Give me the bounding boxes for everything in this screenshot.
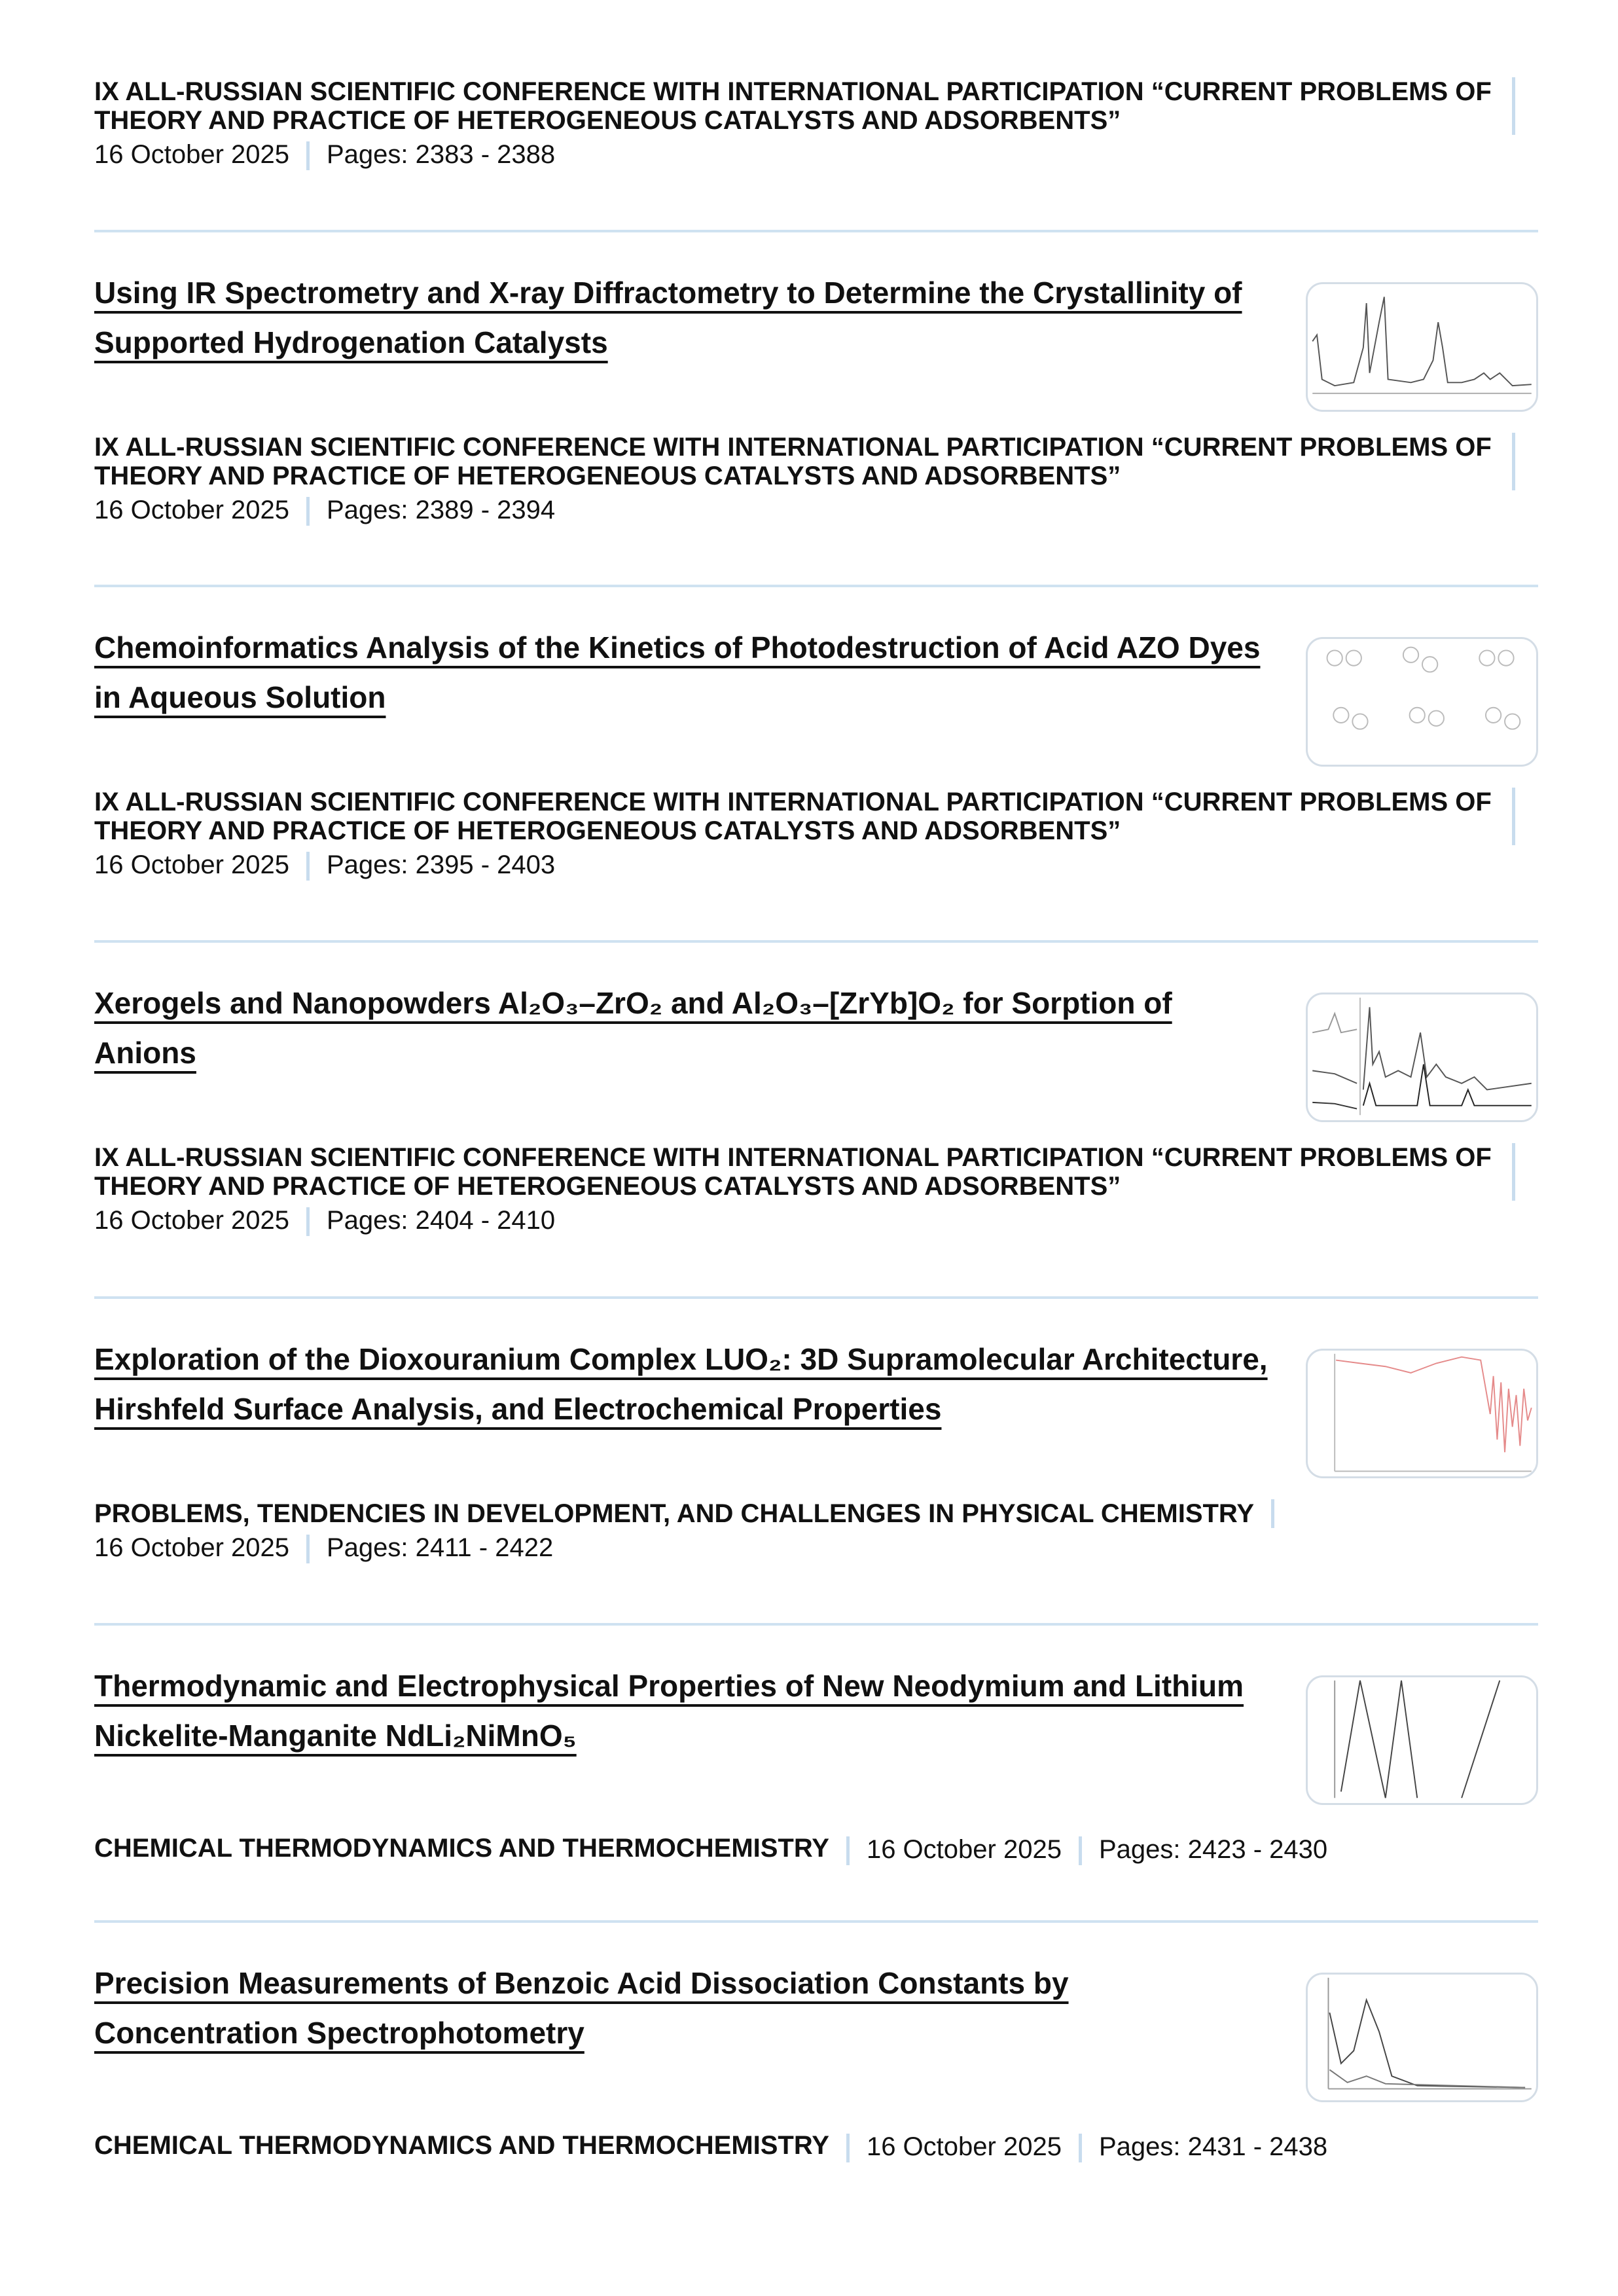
- article-pages: Pages: 2395 - 2403: [327, 850, 556, 879]
- article-pages: Pages: 2389 - 2394: [327, 496, 556, 524]
- article-title: [94, 1661, 1272, 1760]
- article-pages: Pages: 2411 - 2422: [327, 1533, 554, 1562]
- separator: [306, 497, 310, 526]
- article-pages: Pages: 2383 - 2388: [327, 140, 556, 169]
- separator: [306, 1207, 310, 1236]
- article-thumbnail[interactable]: [1306, 993, 1538, 1122]
- section-label[interactable]: IX ALL-RUSSIAN SCIENTIFIC CONFERENCE WITH INTERNATIONAL PARTICIPATION “CURRENT PROBLEMS OF THEORY AND PRACTICE OF HETEROGENEOUS CATALYSTS AND ADSORBENTS”: [94, 433, 1515, 490]
- section-label[interactable]: IX ALL-RUSSIAN SCIENTIFIC CONFERENCE WITH INTERNATIONAL PARTICIPATION “CURRENT PROBLEMS OF THEORY AND PRACTICE OF HETEROGENEOUS CATALYSTS AND ADSORBENTS”: [94, 788, 1515, 845]
- article-meta: [94, 2131, 1327, 2162]
- article-section: [94, 788, 1515, 881]
- separator: [1079, 2134, 1082, 2162]
- absorption-spectrum-image: [1308, 1975, 1536, 2100]
- article-pages: Pages: 2431 - 2438: [1098, 2132, 1328, 2161]
- xrd-pattern-image: [1308, 284, 1536, 410]
- section-label[interactable]: CHEMICAL THERMODYNAMICS AND THERMOCHEMISTRY: [94, 2131, 829, 2160]
- article-thumbnail[interactable]: [1306, 282, 1538, 412]
- article-item: [94, 1624, 1538, 1919]
- article-date: 16 October 2025: [94, 496, 289, 524]
- article-meta: [94, 1834, 1327, 1865]
- article-date: 16 October 2025: [94, 1206, 289, 1235]
- article-date: 16 October 2025: [866, 2132, 1062, 2161]
- article-title-link[interactable]: Exploration of the Dioxouranium Complex LUO₂: 3D Supramolecular Architecture, Hirshfeld Surface Analysis, and Electrochemical Properties: [94, 1342, 1268, 1426]
- article-title-link[interactable]: Thermodynamic and Electrophysical Properties of New Neodymium and Lithium Nickelite-Manganite NdLi₂NiMnO₅: [94, 1669, 1244, 1753]
- separator: [306, 852, 310, 881]
- article-title: [94, 268, 1272, 367]
- article-section: [94, 1499, 1274, 1563]
- article-thumbnail[interactable]: [1306, 637, 1538, 767]
- section-label[interactable]: PROBLEMS, TENDENCIES IN DEVELOPMENT, AND CHALLENGES IN PHYSICAL CHEMISTRY: [94, 1499, 1274, 1528]
- article-title: [94, 1958, 1272, 2058]
- article-section: [94, 77, 1538, 135]
- article-item: [94, 941, 1538, 1295]
- article-item: [94, 586, 1538, 939]
- article-meta: [94, 139, 1538, 170]
- article-section: [94, 1143, 1515, 1236]
- article-title-link[interactable]: Xerogels and Nanopowders Al₂O₃–ZrO₂ and Al₂O₃–[ZrYb]O₂ for Sorption of Anions: [94, 986, 1172, 1070]
- article-thumbnail[interactable]: [1306, 1973, 1538, 2102]
- article-date: 16 October 2025: [94, 140, 289, 169]
- article-meta: [94, 1532, 1274, 1563]
- article-meta: [94, 1205, 1515, 1236]
- article-item: [94, 231, 1538, 585]
- article-thumbnail[interactable]: [1306, 1675, 1538, 1805]
- separator: [1079, 1836, 1082, 1865]
- separator: [846, 2134, 850, 2162]
- article-date: 16 October 2025: [94, 850, 289, 879]
- article-title: [94, 978, 1272, 1078]
- article-title: [94, 1334, 1272, 1434]
- separator: [306, 1535, 310, 1563]
- property-plot-image: [1308, 1677, 1536, 1803]
- article-item: [94, 77, 1538, 170]
- article-meta: [94, 494, 1515, 526]
- section-label[interactable]: CHEMICAL THERMODYNAMICS AND THERMOCHEMISTRY: [94, 1834, 829, 1863]
- article-date: 16 October 2025: [94, 1533, 289, 1562]
- article-item: [94, 1298, 1538, 1622]
- article-meta: [94, 849, 1515, 881]
- article-thumbnail[interactable]: [1306, 1349, 1538, 1478]
- article-title-link[interactable]: Using IR Spectrometry and X-ray Diffractometry to Determine the Crystallinity of Supported Hydrogenation Catalysts: [94, 276, 1242, 359]
- chemical-structures-image: [1308, 639, 1536, 765]
- article-pages: Pages: 2404 - 2410: [327, 1206, 556, 1235]
- article-pages: Pages: 2423 - 2430: [1098, 1835, 1328, 1864]
- article-section: [94, 433, 1515, 526]
- article-date: 16 October 2025: [866, 1835, 1062, 1864]
- separator: [306, 141, 310, 170]
- section-label[interactable]: IX ALL-RUSSIAN SCIENTIFIC CONFERENCE WITH INTERNATIONAL PARTICIPATION “CURRENT PROBLEMS OF THEORY AND PRACTICE OF HETEROGENEOUS CATALYSTS AND ADSORBENTS”: [94, 1143, 1515, 1201]
- article-title: [94, 623, 1272, 722]
- article-title-link[interactable]: Precision Measurements of Benzoic Acid Dissociation Constants by Concentration Spectrophotometry: [94, 1966, 1069, 2050]
- separator: [846, 1836, 850, 1865]
- article-item: [94, 1922, 1538, 2216]
- section-label[interactable]: IX ALL-RUSSIAN SCIENTIFIC CONFERENCE WITH INTERNATIONAL PARTICIPATION “CURRENT PROBLEMS OF THEORY AND PRACTICE OF HETEROGENEOUS CATALYSTS AND ADSORBENTS”: [94, 77, 1515, 135]
- ir-spectrum-image: [1308, 1351, 1536, 1476]
- xrd-patterns-image: [1308, 994, 1536, 1120]
- article-title-link[interactable]: Chemoinformatics Analysis of the Kinetics of Photodestruction of Acid AZO Dyes in Aqueous Solution: [94, 630, 1261, 714]
